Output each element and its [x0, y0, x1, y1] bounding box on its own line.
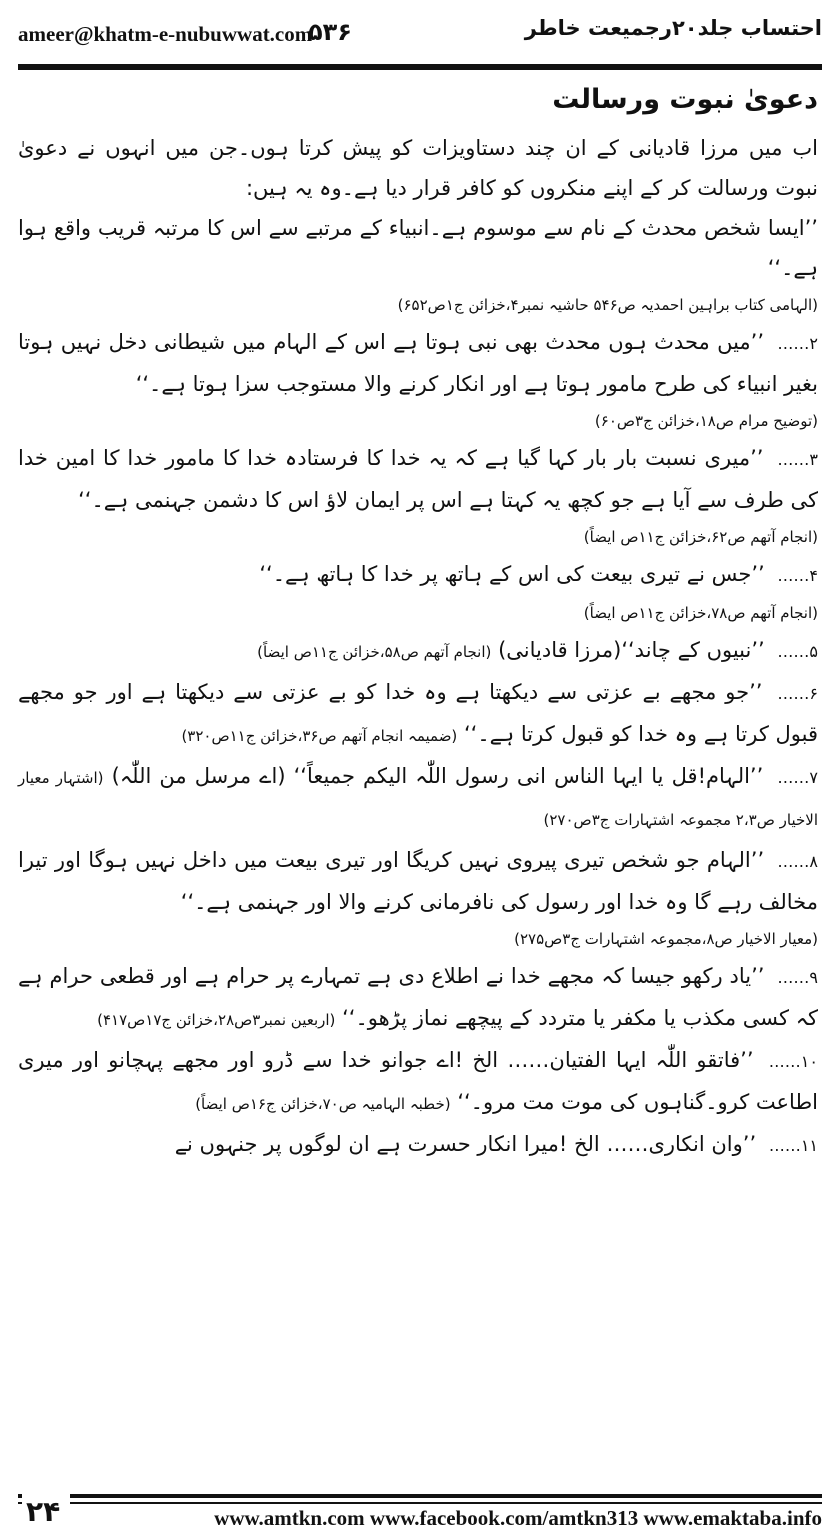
quote-item [18, 554, 818, 596]
quote-text: ’’جو مجھے بے عزتی سے دیکھتا ہے وہ خدا کو بے عزتی سے دیکھتا ہے اور جو مجھے قبول کرتا ہے وہ خدا کو قبول کرتا ہے۔‘‘ [18, 680, 818, 746]
quote-text: ’’ایسا شخص محدث کے نام سے موسوم ہے۔انبیاء کے مرتبے سے اس کا مرتبہ قریب واقع ہوا ہے۔‘‘ [18, 216, 818, 280]
intro-paragraph: اب میں مرزا قادیانی کے ان چند دستاویزات کو پیش کرتا ہوں۔جن میں انہوں نے دعوىٰ نبوت ورسالت کر کے اپنے منکروں کو کافر قرار دیا ہے۔وہ یہ ہیں: [18, 136, 818, 200]
quote-item [18, 438, 818, 520]
quote-text: ’’میں محدث ہوں محدث بھی نبی ہوتا ہے اس کے الہام میں شیطانی دخل نہیں ہوتا بغیر انبیاء کی طرح مامور ہوتا ہے اور انکار کرنے والا مستوجب سزا ہوتا ہے۔‘‘ [18, 330, 818, 396]
quote-reference: (ضمیمہ انجام آتھم ص۳۶،خزائن ج۱۱ص۳۲۰) [181, 727, 458, 745]
quote-item [18, 756, 818, 840]
page-content [18, 78, 818, 1480]
quote-reference: (معیار الاخیار ص۸،مجموعہ اشتہارات ج۳ص۲۷۵) [514, 930, 818, 948]
quote-reference: (اشتہار معیار الاخیار ص۲،۳ مجموعہ اشتہارات ج۳ص۲۷۰) [18, 769, 818, 829]
quote-reference: (خطبہ الہامیہ ص۷۰،خزائن ج۱۶ص ایضاً) [195, 1095, 451, 1113]
quote-text: ’’وان انکاری…… الخ !میرا انکار حسرت ہے ان لوگوں پر جنہوں نے [174, 1132, 757, 1156]
page-header [18, 0, 822, 58]
quote-reference: (انجام آتھم ص۵۸،خزائن ج۱۱ص ایضاً) [257, 643, 492, 661]
quote-number: ۳…… [777, 450, 818, 469]
header-page-label: ۵۳۶ [308, 18, 352, 46]
page-number: ۲۴ [22, 1492, 70, 1532]
quote-item [18, 672, 818, 756]
header-email: ameer@khatm-e-nubuwwat.com [18, 22, 313, 46]
quote-number: ۲…… [777, 334, 818, 353]
quote-item [18, 956, 818, 1040]
quote-number: ۱۰…… [768, 1052, 818, 1071]
quote-item [18, 1124, 818, 1166]
footer-divider [18, 1494, 822, 1498]
quote-number: ۹…… [777, 968, 818, 987]
quote-text: ’’نبیوں کے چاند‘‘(مرزا قادیانی) [498, 638, 765, 662]
quote-reference: (انجام آتھم ص۷۸،خزائن ج۱۱ص ایضاً) [583, 604, 818, 622]
quote-number: ۶…… [777, 684, 818, 703]
header-divider [18, 64, 822, 70]
header-book-title: احتساب جلد۲۰رجمیعت خاطر [524, 16, 822, 40]
quote-number: ۷…… [777, 768, 818, 787]
quote-number: ۵…… [777, 642, 818, 661]
quote-reference: (انجام آتھم ص۶۲،خزائن ج۱۱ص ایضاً) [583, 528, 818, 546]
footer-links: www.amtkn.com www.facebook.com/amtkn313 www.emaktaba.info [214, 1506, 822, 1530]
quote-number: ۴…… [777, 566, 818, 585]
page-footer [0, 1488, 840, 1540]
quote-number: ۸…… [777, 852, 818, 871]
quote-text: ’’جس نے تیری بیعت کی اس کے ہاتھ پر خدا کا ہاتھ ہے۔‘‘ [259, 562, 765, 586]
quote-item [18, 208, 818, 288]
quote-item [18, 630, 818, 672]
section-title: دعوىٰ نبوت ورسالت [552, 84, 818, 115]
quote-item [18, 322, 818, 404]
footer-divider-thin [18, 1502, 822, 1504]
quote-reference: (الہامی کتاب براہین احمدیہ ص۵۴۶ حاشیہ نمبر۴،خزائن ج۱ص۶۵۲) [397, 296, 818, 314]
quote-text: ’’میری نسبت بار بار کہا گیا ہے کہ یہ خدا کا فرستادہ خدا کا مامور خدا کا امین خدا کی طرف سے آیا ہے جو کچھ یہ کہتا ہے اس پر ایمان لاؤ اس کا دشمن جہنمی ہے۔‘‘ [18, 446, 818, 512]
quote-number: ۱۱…… [768, 1136, 818, 1155]
quote-text: ’’فاتقو اللّٰہ ایہا الفتیان…… الخ !اے جوانو خدا سے ڈرو اور مجھے پہچانو اور میری اطاعت کرو۔گناہوں کی موت مت مرو۔‘‘ [18, 1048, 818, 1114]
quote-text: ’’یاد رکھو جیسا کہ مجھے خدا نے اطلاع دی ہے تمہارے پر حرام ہے اور قطعی حرام ہے کہ کسی مکذب یا مکفر یا متردد کے پیچھے نماز پڑھو۔‘‘ [18, 964, 818, 1030]
quote-item [18, 840, 818, 922]
quote-text: ’’الہام!قل یا ایہا الناس انی رسول اللّٰہ الیکم جمیعاً‘‘ (اے مرسل من اللّٰہ) [111, 764, 764, 788]
quote-reference: (اربعین نمبر۳ص۲۸،خزائن ج۱۷ص۴۱۷) [97, 1011, 336, 1029]
quote-text: ’’الہام جو شخص تیری پیروی نہیں کریگا اور تیری بیعت میں داخل نہیں ہوگا اور تیرا مخالف رہے گا وہ خدا اور رسول کی نافرمانی کرنے والا اور جہنمی ہے۔‘‘ [18, 848, 818, 914]
quote-reference: (توضیح مرام ص۱۸،خزائن ج۳ص۶۰) [594, 412, 818, 430]
quote-item [18, 1040, 818, 1124]
